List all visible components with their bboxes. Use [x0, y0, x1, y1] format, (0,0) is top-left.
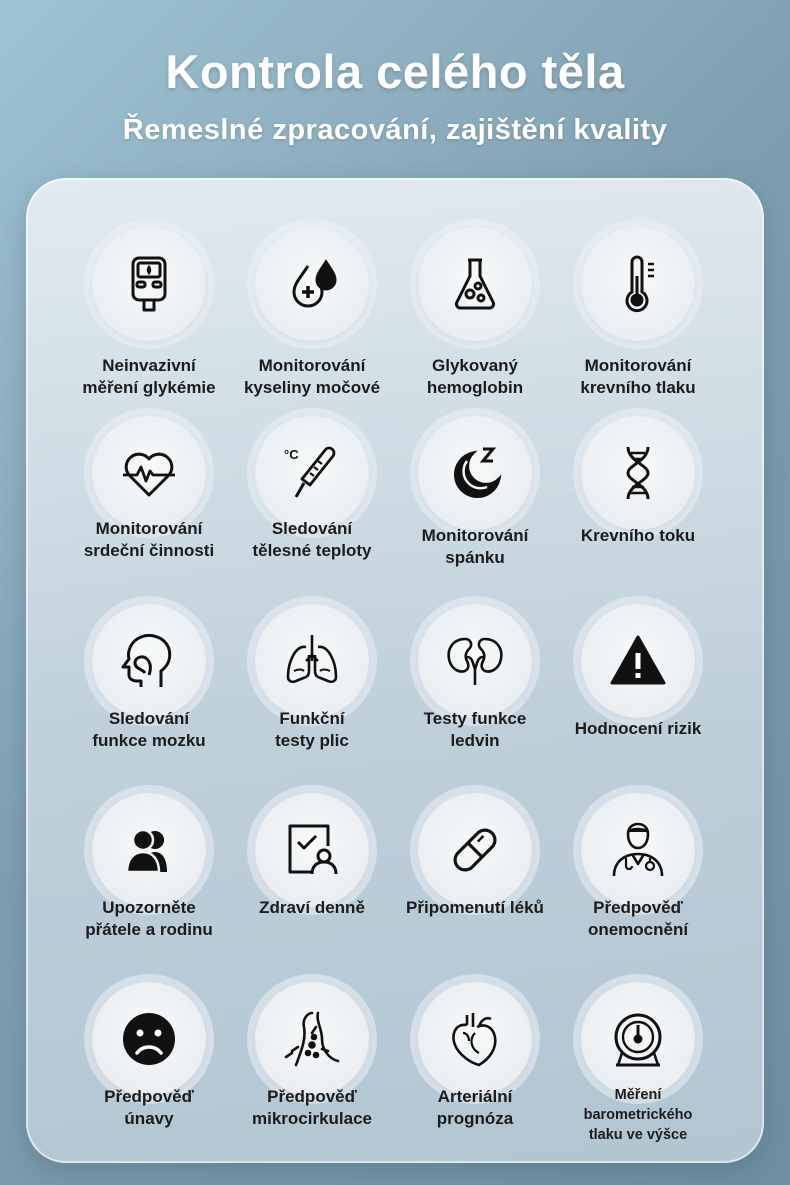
feature-label: Krevního toku — [580, 526, 696, 545]
moon-sleep-icon — [418, 416, 532, 530]
heart-pulse-icon — [92, 416, 206, 530]
feature-risk — [544, 582, 734, 772]
feature-label: Připomenutí léků — [406, 898, 544, 917]
features-grid — [26, 178, 764, 1163]
checklist-user-icon — [255, 793, 369, 907]
feature-sleep — [381, 394, 571, 584]
feature-label: Sledování funkce mozku — [92, 709, 206, 750]
feature-label: Hodnocení rizik — [574, 719, 702, 738]
gauge-icon — [581, 982, 695, 1096]
drops-plus-icon — [255, 227, 369, 341]
celsius-thermometer-icon — [255, 416, 369, 530]
feature-hba1c — [381, 205, 571, 395]
heart-anatomy-icon — [418, 982, 532, 1096]
feature-temperature — [218, 394, 408, 584]
feature-blood-pressure — [544, 205, 734, 395]
feature-label: Upozorněte přátele a rodinu — [85, 898, 213, 939]
feature-uric-acid — [218, 205, 408, 395]
feature-notify — [55, 771, 245, 961]
feature-label: Předpověď únavy — [104, 1087, 194, 1128]
svg-text:°C: °C — [284, 447, 299, 462]
feature-label: Měření barometrického tlaku ve výšce — [583, 1087, 693, 1143]
feature-barometric — [544, 960, 734, 1150]
feature-blood-flow — [544, 394, 734, 584]
feature-glucose — [55, 205, 245, 395]
page-subtitle: Řemeslné zpracování, zajištění kvality — [122, 114, 668, 146]
feature-daily-health — [218, 771, 408, 961]
feature-label: Monitorování srdeční činnosti — [83, 519, 215, 560]
feature-fatigue — [55, 960, 245, 1150]
feature-label: Sledování tělesné teploty — [252, 519, 372, 560]
glucometer-icon — [92, 227, 206, 341]
kidneys-icon — [418, 604, 532, 718]
feature-pill — [381, 771, 571, 961]
feature-microcirculation — [218, 960, 408, 1150]
feature-label: Funkční testy plic — [275, 709, 349, 750]
lungs-icon — [255, 604, 369, 718]
doctor-icon — [581, 793, 695, 907]
feature-label: Zdraví denně — [259, 898, 365, 917]
users-icon — [92, 793, 206, 907]
sad-face-icon — [92, 982, 206, 1096]
page-title: Kontrola celého těla — [165, 45, 625, 98]
feature-lungs — [218, 582, 408, 772]
head-profile-icon — [92, 604, 206, 718]
feature-label: Monitorování krevního tlaku — [580, 356, 696, 397]
feature-arterial — [381, 960, 571, 1150]
feature-label: Monitorování kyseliny močové — [243, 356, 381, 397]
feature-label: Monitorování spánku — [421, 526, 529, 567]
warning-icon — [581, 604, 695, 718]
feature-brain — [55, 582, 245, 772]
feature-heart — [55, 394, 245, 584]
microcirculation-icon — [255, 982, 369, 1096]
flask-icon — [418, 227, 532, 341]
feature-label: Předpověď mikrocirkulace — [251, 1087, 372, 1128]
dna-icon — [581, 416, 695, 530]
feature-kidneys — [381, 582, 571, 772]
pill-icon — [418, 793, 532, 907]
feature-label: Arteriální prognóza — [436, 1087, 514, 1128]
feature-label: Glykovaný hemoglobin — [426, 356, 524, 397]
feature-label: Předpověď onemocnění — [587, 898, 689, 939]
feature-label: Neinvazivní měření glykémie — [82, 356, 216, 397]
thermometer-icon — [581, 227, 695, 341]
feature-disease — [544, 771, 734, 961]
feature-label: Testy funkce ledvin — [423, 709, 527, 750]
